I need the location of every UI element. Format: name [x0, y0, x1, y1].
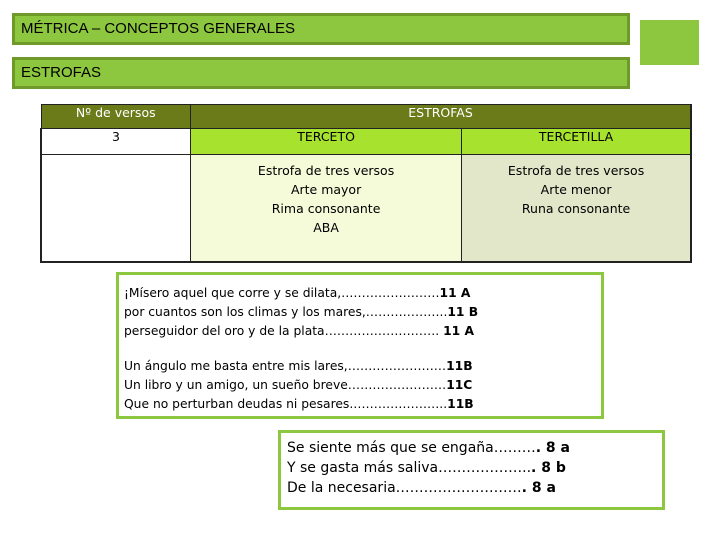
- cell-terceto-description: [191, 155, 462, 262]
- terceto-line: ABA: [313, 220, 339, 235]
- poem-line: por cuantos son los climas y los mares,………………..11 B: [124, 305, 479, 319]
- poem-stanza-1: [124, 284, 601, 341]
- cell-terceto-name: TERCETO: [191, 129, 462, 155]
- terceto-line: Arte mayor: [290, 182, 362, 197]
- poem-line: Un ángulo me basta entre mis lares,……………………11B: [124, 359, 473, 373]
- cell-num-versos: 3: [41, 129, 191, 155]
- decorative-square: [640, 20, 699, 65]
- cell-tercetilla-description: [462, 155, 691, 262]
- poem-line: ¡Mísero aquel que corre y se dilata,……………………11 A: [124, 286, 471, 300]
- saying-line: Y se gasta más saliva………………... 8 b: [287, 460, 566, 476]
- slide-title: MÉTRICA – CONCEPTOS GENERALES: [12, 13, 630, 45]
- tercetilla-line: Estrofa de tres versos: [507, 163, 645, 178]
- header-estrofas: ESTROFAS: [191, 105, 691, 129]
- section-title: ESTROFAS: [12, 57, 630, 89]
- saying-line: De la necesaria………………………. 8 a: [287, 480, 556, 496]
- tercetilla-line: Runa consonante: [521, 201, 631, 216]
- saying-line: Se siente más que se engaña………. 8 a: [287, 440, 570, 456]
- poem-stanza-2: [124, 357, 601, 414]
- cell-tercetilla-name: TERCETILLA: [462, 129, 691, 155]
- estrofas-table: [40, 104, 692, 263]
- cell-empty: [41, 155, 191, 262]
- header-num-versos: Nº de versos: [41, 105, 191, 129]
- table-names-row: [41, 129, 691, 155]
- table-header-row: [41, 105, 691, 129]
- tercetilla-line: Arte menor: [540, 182, 612, 197]
- poem-line: Que no perturban deudas ni pesares.…………………..11B: [124, 397, 474, 411]
- saying-example-box: [278, 430, 665, 510]
- poem-line: Un libro y un amigo, un sueño breve……………………11C: [124, 378, 473, 392]
- terceto-line: Rima consonante: [271, 201, 381, 216]
- poem-line: perseguidor del oro y de la plata………………………. 11 A: [124, 324, 474, 338]
- table-description-row: [41, 155, 691, 262]
- terceto-line: Estrofa de tres versos: [257, 163, 395, 178]
- poem-example-box: [116, 272, 604, 419]
